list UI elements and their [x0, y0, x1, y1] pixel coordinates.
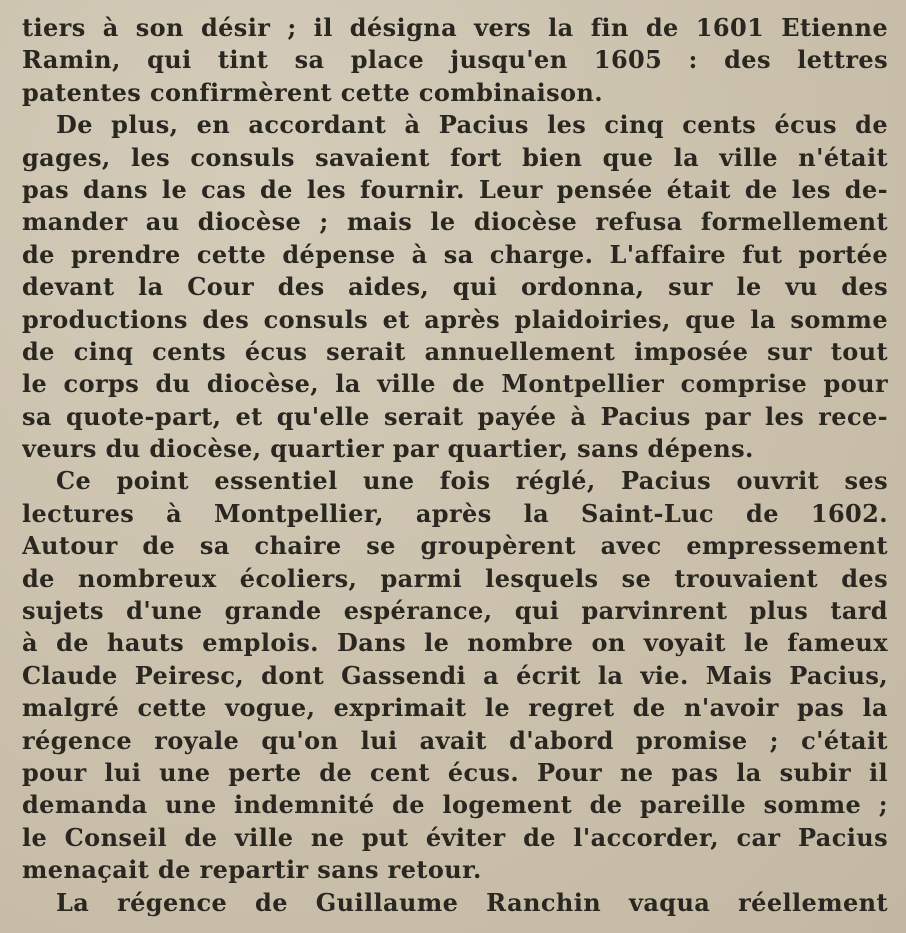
text-line: veurs du diocèse, quartier par quartier, sans dépens. — [22, 434, 754, 464]
text-line: le Conseil de ville ne put éviter de l'accorder, car Pacius — [22, 822, 888, 852]
text-line: devant la Cour des aides, qui ordonna, sur le vu des — [22, 272, 888, 302]
text-line: demanda une indemnité de logement de pareille somme ; — [22, 790, 888, 820]
text-line: de cinq cents écus serait annuellement imposée sur tout — [22, 336, 888, 366]
text-line: sa quote-part, et qu'elle serait payée à Pacius par les rece- — [22, 401, 888, 431]
text-line: à de hauts emplois. Dans le nombre on voyait le fameux — [22, 628, 888, 658]
text-line: sujets d'une grande espérance, qui parvinrent plus tard — [22, 596, 888, 626]
text-line: pour lui une perte de cent écus. Pour ne pas la subir il — [22, 757, 888, 787]
text-line: La régence de Guillaume Ranchin vaqua réellement — [56, 887, 888, 917]
text-line: tiers à son désir ; il désigna vers la fin de 1601 Etienne — [22, 13, 888, 42]
text-line: de nombreux écoliers, parmi lesquels se trouvaient des — [22, 563, 888, 593]
text-line: Autour de sa chaire se groupèrent avec empressement — [22, 531, 888, 561]
text-line: Ramin, qui tint sa place jusqu'en 1605 : des lettres — [22, 45, 888, 75]
text-line: patentes confirmèrent cette combinaison. — [22, 77, 604, 107]
text-line: Claude Peiresc, dont Gassendi a écrit la vie. Mais Pacius, — [22, 660, 888, 690]
text-line: gages, les consuls savaient fort bien que la ville n'était — [22, 142, 888, 172]
text-line: mander au diocèse ; mais le diocèse refusa formellement — [22, 207, 888, 237]
text-line: malgré cette vogue, exprimait le regret de n'avoir pas la — [22, 693, 888, 723]
text-line: pas dans le cas de les fournir. Leur pensée était de les de- — [22, 174, 888, 204]
text-line: de prendre cette dépense à sa charge. L'affaire fut portée — [22, 239, 888, 269]
text-line: lectures à Montpellier, après la Saint-Luc de 1602. — [22, 498, 888, 528]
text-line: Ce point essentiel une fois réglé, Pacius ouvrit ses — [56, 466, 888, 496]
text-line: régence royale qu'on lui avait d'abord promise ; c'était — [22, 725, 888, 755]
text-line: productions des consuls et après plaidoiries, que la somme — [22, 304, 888, 334]
text-line: menaçait de repartir sans retour. — [22, 855, 482, 885]
text-line: De plus, en accordant à Pacius les cinq cents écus de — [56, 110, 888, 140]
text-line: le corps du diocèse, la ville de Montpellier comprise pour — [22, 369, 888, 399]
